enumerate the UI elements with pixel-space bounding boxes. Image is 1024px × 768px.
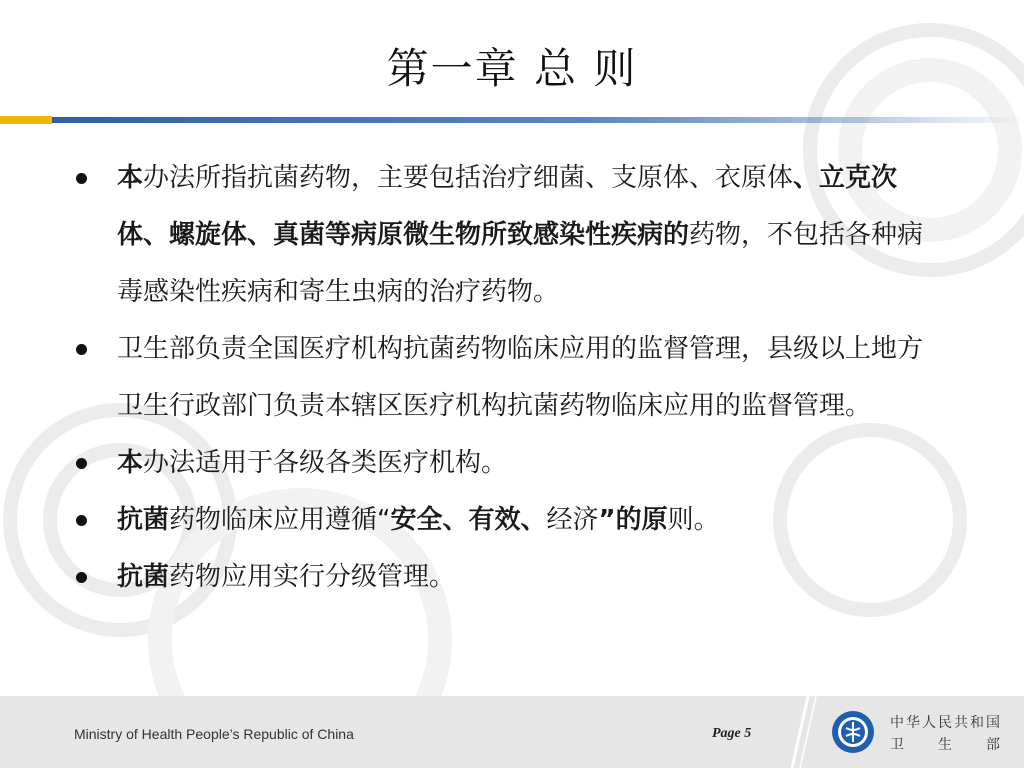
bullet-dot-icon (76, 344, 87, 355)
ministry-emblem-icon (831, 710, 875, 754)
bullet-text-segment: 经济 (546, 505, 599, 535)
bullet-text-segment: 抗菌 (117, 505, 170, 535)
bullet-text-segment: 抗菌 (117, 562, 170, 592)
bullet-text-segment: 办法所指抗菌药物，主要包括治疗细菌、支原体、衣原体 (143, 163, 794, 193)
page-number: Page 5 (712, 726, 752, 741)
slide-title: 第一章 总 则 (386, 44, 638, 93)
bullet-text-segment: 药物临床应用遵循“ (169, 505, 391, 535)
title-rule (0, 116, 1024, 124)
bullet-list (72, 150, 942, 606)
bullet-text-segment: 办法适用于各级各类医疗机构。 (143, 448, 508, 478)
bullet-text-segment: 则。 (667, 505, 720, 535)
bullet-text-segment: 卫生部负责全国医疗机构抗菌药物临床应用的监督管理，县级以上地方卫生行政部门负责本辖区医疗机构抗菌药物临床应用的监督管理。 (117, 334, 924, 421)
bullet-item (72, 549, 942, 606)
org-name-char: 卫 (890, 737, 904, 753)
bullet-text-segment: 药物，不包括各种病毒感染性疾病和寄生虫病的治疗药物。 (117, 220, 924, 307)
bullet-text-segment: 药物应用实行分级管理。 (169, 562, 456, 592)
bullet-dot-icon (76, 572, 87, 583)
bullet-dot-icon (76, 515, 87, 526)
org-name-line1: 中华人民共和国 (890, 715, 1002, 731)
footer-bar (0, 696, 1024, 768)
bullet-text-segment: 本 (117, 448, 144, 478)
bullet-item (72, 150, 942, 321)
footer-ministry-text: Ministry of Health People’s Republic of China (74, 726, 354, 742)
bullet-text-segment: 、立克次体、螺旋体、真菌等病原微生物所致感染性疾病的 (117, 163, 898, 250)
bullet-item (72, 435, 942, 492)
org-name-line2 (890, 734, 1000, 754)
bullet-text-segment: ”的原 (598, 505, 668, 535)
bullet-dot-icon (76, 173, 87, 184)
bullet-item (72, 321, 942, 435)
org-name-char: 生 (938, 737, 952, 753)
bullet-dot-icon (76, 458, 87, 469)
bullet-text-segment: 安全、有效、 (390, 505, 547, 535)
footer-divider (780, 696, 820, 768)
bullet-text-segment: 本 (117, 163, 144, 193)
org-name-char: 部 (986, 737, 1000, 753)
bullet-item (72, 492, 942, 549)
